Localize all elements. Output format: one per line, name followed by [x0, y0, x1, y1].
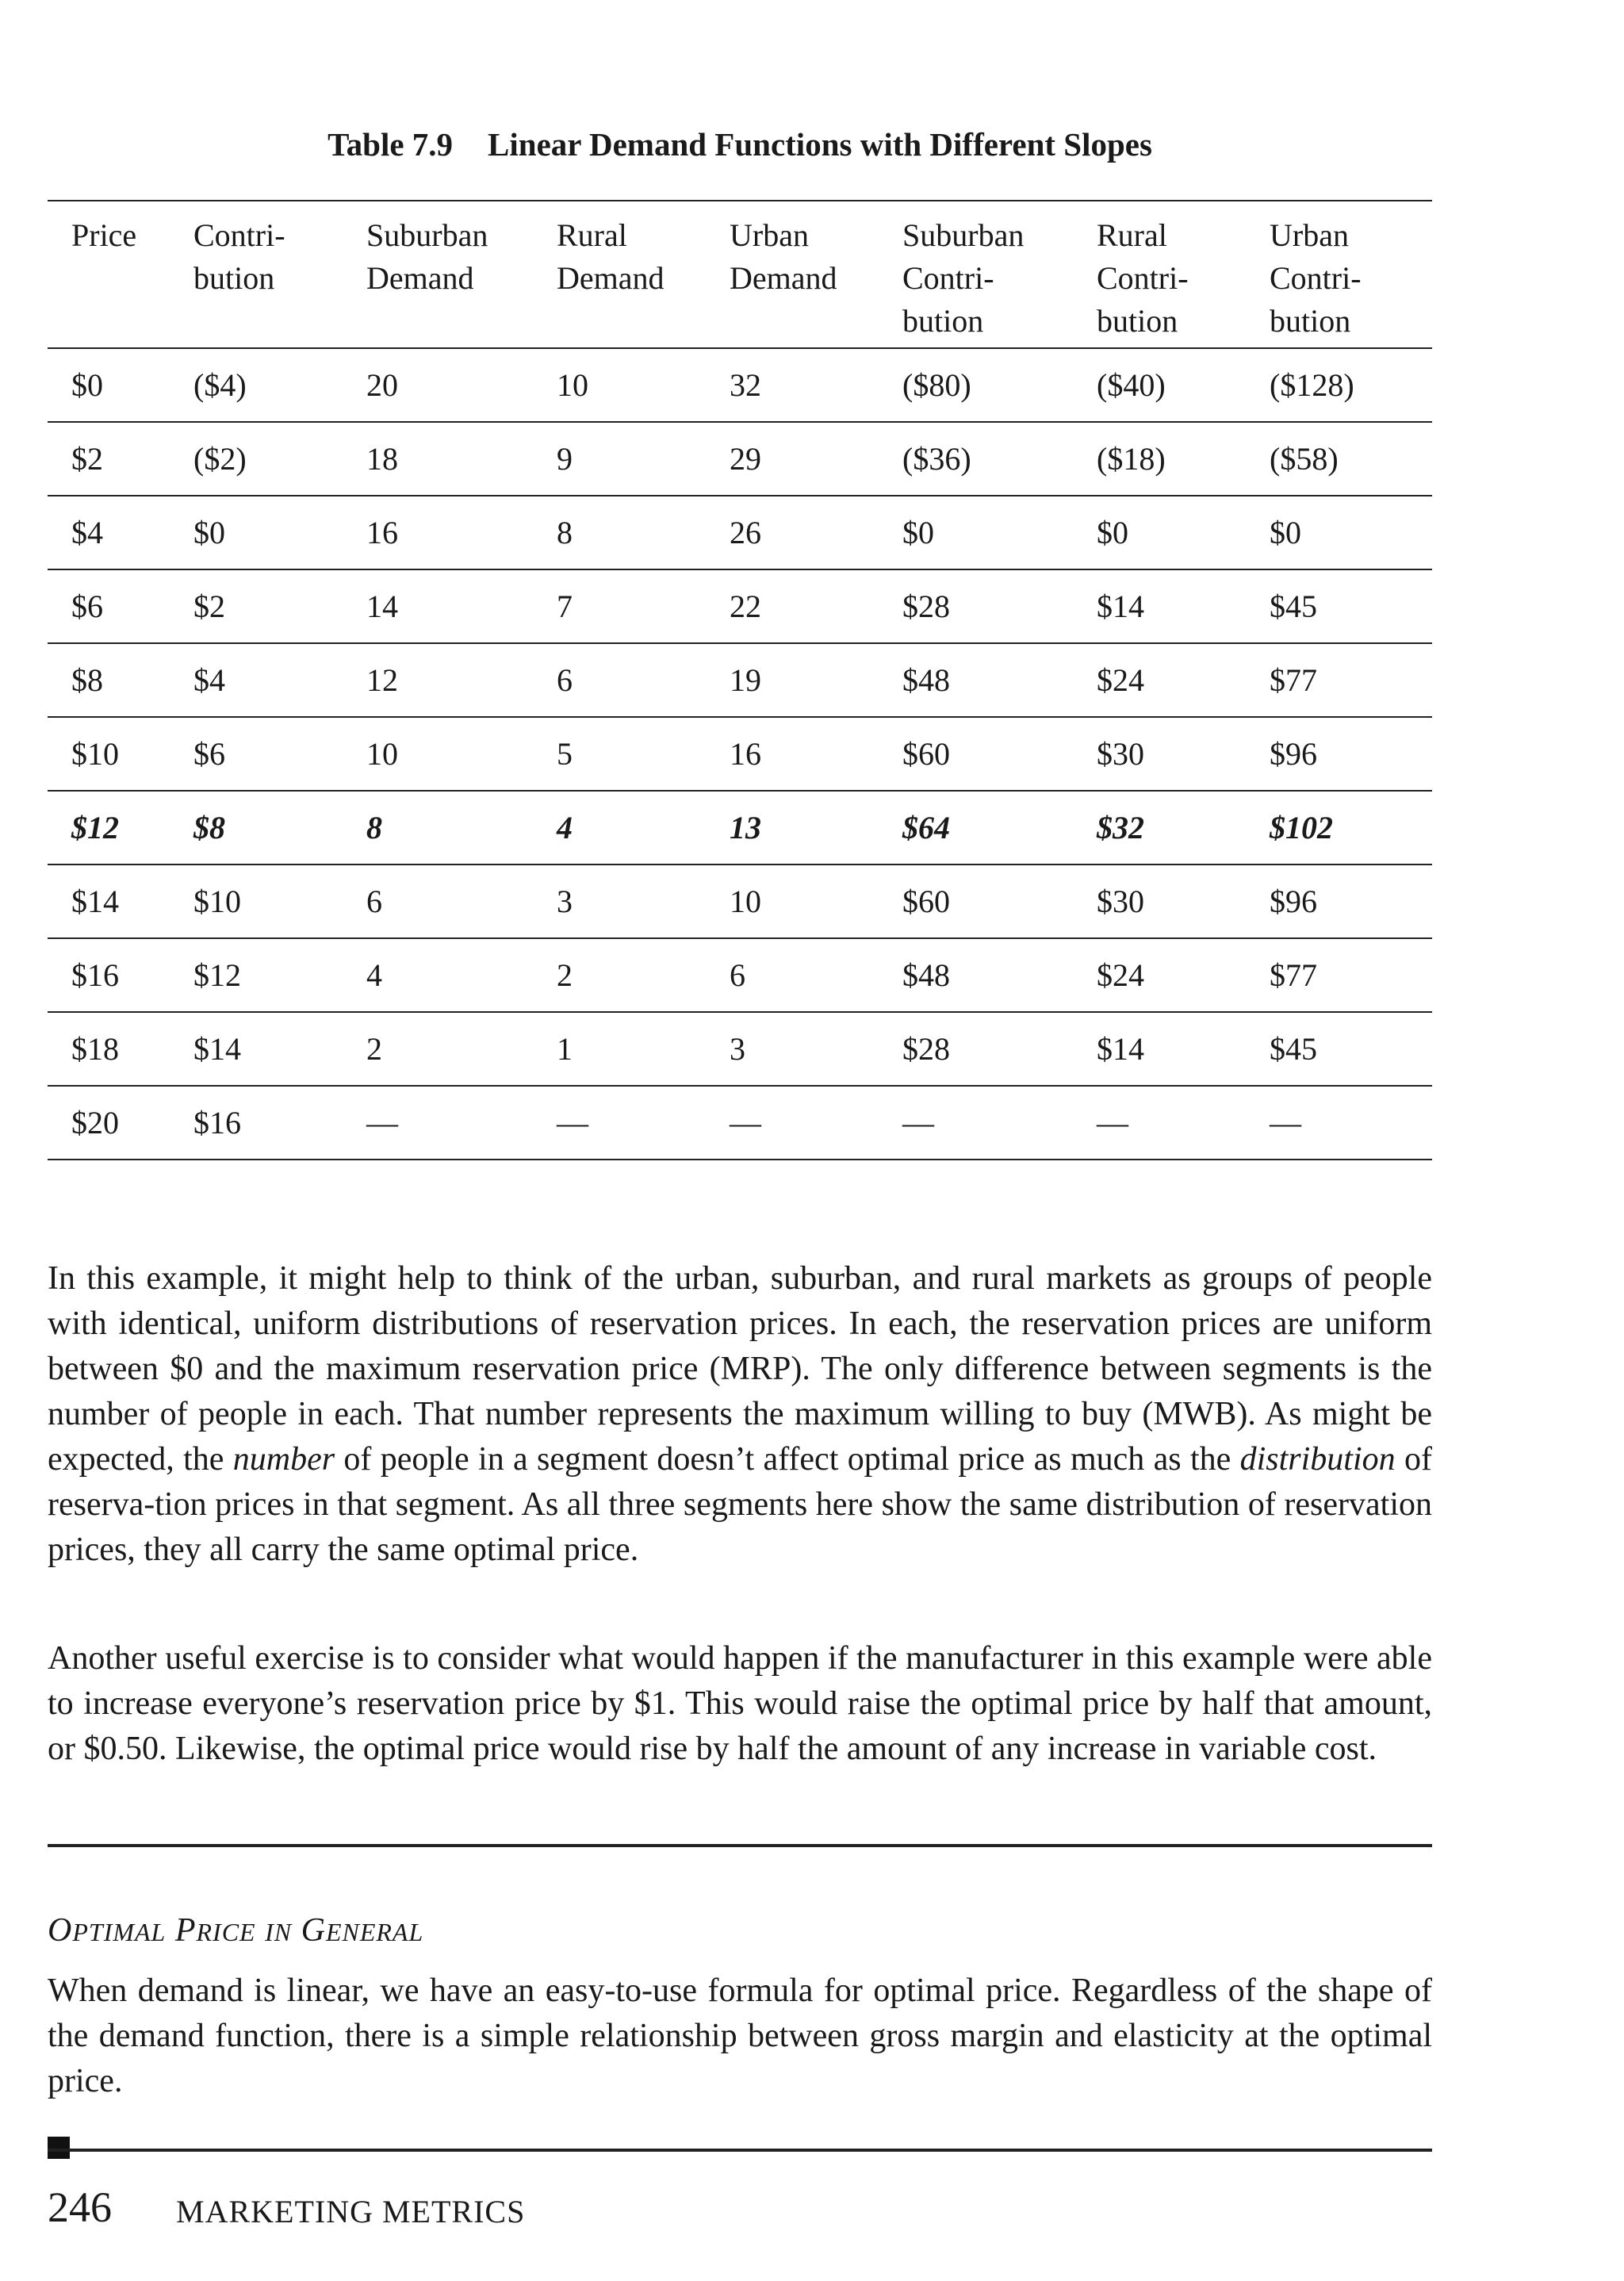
emphasis-distribution: distribution	[1239, 1441, 1396, 1478]
table-caption	[48, 125, 1432, 163]
table-cell: 2	[557, 957, 573, 993]
column-header-line: Demand	[557, 260, 665, 296]
table-cell: $30	[1097, 884, 1144, 919]
table-cell: 3	[557, 884, 573, 919]
table-cell: $12	[193, 957, 241, 993]
table-cell: 4	[366, 957, 382, 993]
table-row	[48, 864, 1432, 938]
column-header-line: Contri-	[902, 260, 994, 296]
table-cell: $20	[71, 1105, 119, 1140]
table-cell: 2	[366, 1031, 382, 1067]
column-header	[343, 201, 533, 348]
table-cell: $64	[902, 810, 950, 845]
column-header	[170, 201, 343, 348]
table-label: Table 7.9	[327, 126, 454, 163]
table-row	[48, 643, 1432, 717]
table-cell: $45	[1270, 588, 1317, 624]
column-header-line: Contri-	[193, 217, 285, 253]
table-cell: ($80)	[902, 367, 971, 403]
table-cell: ($128)	[1270, 367, 1354, 403]
table-cell: $4	[193, 662, 225, 698]
table-cell: 20	[366, 367, 398, 403]
table-row	[48, 348, 1432, 422]
table-cell: $8	[193, 810, 225, 845]
table-cell: 6	[366, 884, 382, 919]
table-cell: $28	[902, 1031, 950, 1067]
table-cell: $16	[71, 957, 119, 993]
table-row	[48, 1086, 1432, 1160]
table-cell: $14	[1097, 1031, 1144, 1067]
table-cell: $32	[1097, 810, 1144, 845]
column-header-line: Rural	[1097, 217, 1167, 253]
table-cell: 8	[557, 515, 573, 550]
table-body	[48, 348, 1432, 1160]
table-cell: $0	[1097, 515, 1128, 550]
column-header-line: Price	[71, 217, 137, 253]
column-header-line: Suburban	[366, 217, 488, 253]
running-title: MARKETING METRICS	[176, 2194, 526, 2229]
table-cell: $2	[71, 441, 103, 477]
table-cell: $14	[193, 1031, 241, 1067]
table-row	[48, 1012, 1432, 1086]
table-cell: $60	[902, 884, 950, 919]
table-cell: 14	[366, 588, 398, 624]
table-cell: $0	[193, 515, 225, 550]
emphasis-number: number	[232, 1441, 335, 1478]
table-cell: ($58)	[1270, 441, 1339, 477]
table-cell: 4	[557, 810, 573, 845]
table-cell: $77	[1270, 957, 1317, 993]
table-cell: —	[557, 1105, 588, 1140]
column-header-line: Urban	[730, 217, 809, 253]
table-cell: 32	[730, 367, 761, 403]
paragraph-increase-reservation: Another useful exercise is to consider what would happen if the manufacturer in this example were able to increase everyone’s reservation price by $1. This would raise the optimal price by half that amount, or $0.50. Likewise, the optimal price would rise by half the amount of any increase in variable cost.	[48, 1640, 1432, 1767]
column-header-line: Rural	[557, 217, 627, 253]
paragraph-optimal-price-general: When demand is linear, we have an easy-to-use formula for optimal price. Regardless of the shape of the demand function, there is a simple relationship between gross margin and elasticity at the optimal price.	[48, 1972, 1432, 2099]
table-cell: 22	[730, 588, 761, 624]
table-cell: ($2)	[193, 441, 247, 477]
table-cell: —	[730, 1105, 761, 1140]
demand-table	[48, 200, 1432, 1160]
column-header-line: bution	[1270, 303, 1351, 339]
table-cell: $48	[902, 957, 950, 993]
footer-marker	[48, 2137, 70, 2159]
table-cell: $45	[1270, 1031, 1317, 1067]
table-cell: 10	[730, 884, 761, 919]
table-cell: ($4)	[193, 367, 247, 403]
paragraph-reservation-prices: In this example, it might help to think of the urban, suburban, and rural markets as groups of people with identical, uniform distributions of reservation prices. In each, the reservation prices are uniform between $0 and the maximum reservation price (MRP). The only difference between segments is the number of people in each. That number represents the maximum willing to buy (MWB). As might be expected, the number of people in a segment doesn’t affect optimal price as much as the distribution of reserva-tion prices in that segment. As all three segments here show the same distribution of reservation prices, they all carry the same optimal price.	[48, 1260, 1432, 1568]
table-cell: —	[366, 1105, 398, 1140]
column-header-line: Demand	[366, 260, 474, 296]
table-cell: 12	[366, 662, 398, 698]
table-cell: —	[902, 1105, 934, 1140]
table-title: Linear Demand Functions with Different Slopes	[488, 126, 1152, 163]
table-cell: —	[1270, 1105, 1301, 1140]
table-cell: $16	[193, 1105, 241, 1140]
table-row	[48, 569, 1432, 643]
table-row	[48, 496, 1432, 569]
column-header	[48, 201, 170, 348]
column-header	[1246, 201, 1432, 348]
table-cell: $12	[71, 810, 119, 845]
table-cell: $4	[71, 515, 103, 550]
column-header-line: Contri-	[1097, 260, 1189, 296]
table-cell: 13	[730, 810, 761, 845]
table-cell: $48	[902, 662, 950, 698]
table-cell: $14	[71, 884, 119, 919]
column-header-line: bution	[902, 303, 984, 339]
footer-rule	[48, 2149, 1432, 2152]
header-row	[48, 201, 1432, 348]
table-row	[48, 938, 1432, 1012]
column-header	[533, 201, 706, 348]
column-header-line: Suburban	[902, 217, 1025, 253]
table-cell: 16	[366, 515, 398, 550]
section-heading: OPTIMAL PRICE IN GENERAL	[48, 1912, 424, 1949]
table-cell: 10	[366, 736, 398, 772]
table-cell: $60	[902, 736, 950, 772]
table-cell: $30	[1097, 736, 1144, 772]
table-cell: 19	[730, 662, 761, 698]
page	[48, 0, 1432, 2281]
table-cell: $18	[71, 1031, 119, 1067]
table-cell: $28	[902, 588, 950, 624]
table-cell: 6	[557, 662, 573, 698]
table-header	[48, 201, 1432, 348]
table-cell: 3	[730, 1031, 745, 1067]
column-header-line: Contri-	[1270, 260, 1362, 296]
table-cell: 16	[730, 736, 761, 772]
table-cell: $2	[193, 588, 225, 624]
table-cell: $0	[902, 515, 934, 550]
table-cell: $0	[71, 367, 103, 403]
page-number: 246	[48, 2183, 112, 2231]
section-divider	[48, 1844, 1432, 1847]
column-header	[879, 201, 1073, 348]
table-cell: $10	[71, 736, 119, 772]
table-cell: $6	[71, 588, 103, 624]
table-cell: $77	[1270, 662, 1317, 698]
table-cell: $10	[193, 884, 241, 919]
table-cell: —	[1097, 1105, 1128, 1140]
table-cell: 1	[557, 1031, 573, 1067]
table-cell: $96	[1270, 884, 1317, 919]
table-cell: $0	[1270, 515, 1301, 550]
table-cell: $24	[1097, 957, 1144, 993]
table-cell: ($36)	[902, 441, 971, 477]
table-cell: ($18)	[1097, 441, 1166, 477]
table-cell: $14	[1097, 588, 1144, 624]
table-row	[48, 791, 1432, 864]
column-header-line: Demand	[730, 260, 837, 296]
table-cell: $8	[71, 662, 103, 698]
table-cell: $24	[1097, 662, 1144, 698]
table-cell: 29	[730, 441, 761, 477]
column-header	[706, 201, 879, 348]
table-cell: $96	[1270, 736, 1317, 772]
column-header-line: bution	[193, 260, 275, 296]
table-cell: 10	[557, 367, 588, 403]
column-header-line: bution	[1097, 303, 1178, 339]
table-cell: 5	[557, 736, 573, 772]
table-cell: 26	[730, 515, 761, 550]
table-cell: 9	[557, 441, 573, 477]
table-cell: 7	[557, 588, 573, 624]
table-row	[48, 422, 1432, 496]
table-cell: 8	[366, 810, 382, 845]
table-cell: 6	[730, 957, 745, 993]
table-cell: ($40)	[1097, 367, 1166, 403]
column-header	[1073, 201, 1246, 348]
table-cell: $102	[1270, 810, 1333, 845]
table-cell: 18	[366, 441, 398, 477]
table-cell: $6	[193, 736, 225, 772]
table-row	[48, 717, 1432, 791]
column-header-line: Urban	[1270, 217, 1349, 253]
